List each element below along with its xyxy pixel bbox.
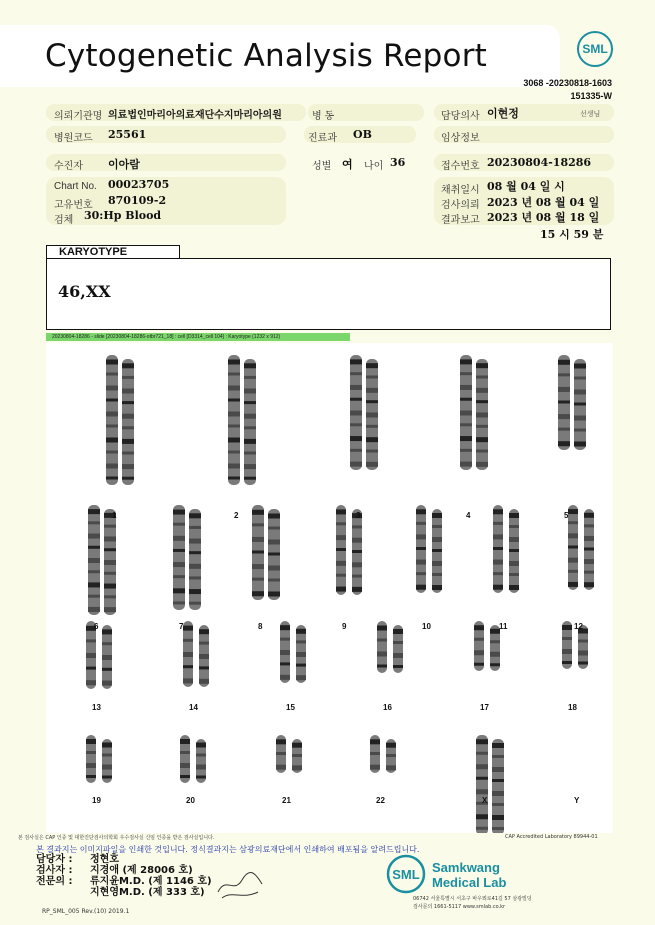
chromosome-label-10: 10	[422, 622, 431, 631]
chromosome-label-16: 16	[383, 703, 392, 712]
unique-value: 870109-2	[108, 194, 167, 207]
ward-label: 병 동	[312, 111, 335, 122]
form-code: RP_SML_005 Rev.(10) 2019.1	[42, 908, 130, 915]
karyogram-image	[46, 343, 613, 833]
staff-value: 정현호	[90, 854, 119, 865]
specialist-2: 지현영M.D. (제 333 호)	[90, 887, 205, 898]
receipt-value: 20230804-18286	[487, 156, 592, 169]
chart-label: Chart No.	[54, 181, 97, 192]
chromosome-pair-3	[350, 355, 378, 470]
report-code-line1: 3068 -20230818-1603	[523, 78, 612, 88]
tester-label: 검사자 :	[36, 865, 73, 876]
age-label: 나이	[364, 161, 384, 172]
chromosome-label-x: X	[482, 796, 488, 805]
receipt-label: 접수번호	[441, 161, 480, 172]
chromosome-label-18: 18	[568, 703, 577, 712]
svg-text:SML: SML	[582, 42, 608, 56]
chromosome-label-5: 5	[564, 511, 569, 520]
specimen-value: 30:Hp Blood	[84, 209, 162, 222]
samkwang-logo-icon	[386, 854, 426, 894]
chromosome-label-21: 21	[282, 796, 291, 805]
chromosome-pair-8	[252, 505, 280, 600]
chromosome-pair-19	[86, 735, 112, 783]
address-line1: 06742 서울특별시 서초구 바우뫼로41길 57 삼광빌딩	[413, 896, 532, 902]
chromosome-pair-17	[474, 621, 500, 671]
chromosome-label-17: 17	[480, 703, 489, 712]
chromosome-label-y: Y	[574, 796, 580, 805]
brand-name	[432, 860, 506, 890]
chromosome-label-7: 7	[179, 622, 184, 631]
chromosome-label-4: 4	[466, 511, 471, 520]
karyotype-tab: KARYOTYPE	[46, 245, 180, 259]
cap-accreditation: CAP Accredited Laboratory 89944-01	[505, 834, 598, 840]
specimen-label: 검체	[54, 215, 74, 226]
tester-value: 지경애 (제 28006 호)	[90, 865, 193, 876]
chromosome-pair-14	[183, 621, 209, 687]
report-value: 2023 년 08 월 18 일	[487, 211, 600, 224]
hospital-code-value: 25561	[108, 128, 147, 141]
karyogram-caption: 20230804-18286 - slide [20230804-18286-otbr721_18] : cell [D3314_cell 104] : Karyotype (1232 x 912)	[46, 333, 350, 341]
chromosome-label-22: 22	[376, 796, 385, 805]
doctor-suffix: 선생님	[580, 111, 601, 118]
chromosome-label-19: 19	[92, 796, 101, 805]
chromosome-pair-12	[568, 505, 594, 590]
address-line2: 검사문의 1661-5117 www.smlab.co.kr	[413, 904, 506, 910]
chromosome-label-12: 12	[574, 622, 583, 631]
institution-label: 의뢰기관명	[54, 111, 103, 122]
chromosome-pair-6	[88, 505, 116, 615]
doctor-value: 이현정	[487, 107, 519, 120]
request-value: 2023 년 08 월 04 일	[487, 196, 600, 209]
report-title: Cytogenetic Analysis Report	[45, 38, 487, 74]
collect-value: 08 월 04 일 시	[487, 180, 565, 193]
chromosome-label-6: 6	[94, 622, 99, 631]
chromosome-label-13: 13	[92, 703, 101, 712]
sex-label: 성별	[312, 161, 332, 172]
chromosome-label-3: 3	[356, 511, 361, 520]
chromosome-pair-4	[460, 355, 488, 470]
chromosome-label-9: 9	[342, 622, 347, 631]
specialist-1: 류지윤M.D. (제 1146 호)	[90, 876, 212, 887]
chromosome-label-2: 2	[234, 511, 239, 520]
brand-line1: Samkwang	[432, 860, 500, 875]
address-block	[413, 895, 532, 911]
patient-value: 이아람	[108, 158, 140, 171]
chromosome-pair-15	[280, 621, 306, 683]
chromosome-label-8: 8	[258, 622, 263, 631]
karyotype-result-box	[46, 258, 611, 330]
patient-label: 수진자	[54, 161, 83, 172]
institution-value: 의료법인마리아의료재단수지마리아의원	[108, 110, 282, 121]
chromosome-pair-13	[86, 621, 112, 689]
signature-image	[212, 866, 268, 902]
chromosome-pair-22	[370, 735, 396, 773]
chromosome-pair-10	[416, 505, 442, 593]
staff-label: 담당자 :	[36, 854, 73, 865]
request-label: 검사의뢰	[441, 200, 480, 211]
svg-text:SML: SML	[392, 867, 420, 882]
chromosome-label-20: 20	[186, 796, 195, 805]
collect-label: 채취일시	[441, 185, 480, 196]
karyotype-result: 46,XX	[58, 282, 111, 301]
age-value: 36	[390, 156, 406, 169]
unique-label: 고유번호	[54, 200, 93, 211]
hospital-code-label: 병원코드	[54, 133, 93, 144]
chromosome-pair-21	[276, 735, 302, 773]
dept-value: OB	[353, 128, 372, 141]
chromosome-label-1: 1	[112, 511, 117, 520]
chromosome-label-14: 14	[189, 703, 198, 712]
karyogram-svg	[46, 343, 613, 833]
brand-line2: Medical Lab	[432, 875, 507, 890]
dept-label: 진료과	[308, 133, 337, 144]
chromosome-pair-7	[173, 505, 201, 610]
chromosome-pair-1	[106, 355, 134, 485]
chromosome-label-11: 11	[499, 622, 508, 631]
chromosome-pair-11	[493, 505, 519, 593]
report-time: 15 시 59 분	[540, 228, 604, 241]
doctor-label: 담당의사	[441, 111, 480, 122]
chromosome-pair-2	[228, 355, 256, 485]
report-label: 결과보고	[441, 215, 480, 226]
report-code	[496, 77, 612, 103]
chart-value: 00023705	[108, 178, 170, 191]
chromosome-pair-16	[377, 621, 403, 673]
chromosome-pair-5	[558, 355, 586, 450]
sex-value: 여	[342, 158, 353, 171]
sml-logo-icon	[576, 30, 614, 68]
accreditation-disclaimer: 본 검사실은 CAP 인증 및 대한진단검사의학회 우수검사실 신임 인증을 받은 검사실입니다.	[18, 835, 215, 841]
report-code-line2: 151335-W	[570, 91, 612, 101]
chromosome-pair-x	[476, 735, 504, 833]
chromosome-pair-20	[180, 735, 206, 783]
specialist-label: 전문의 :	[36, 876, 73, 887]
clinical-label: 임상정보	[441, 133, 480, 144]
chromosome-label-15: 15	[286, 703, 295, 712]
print-note: 본 결과지는 이미지파일을 인쇄한 것입니다. 정식결과지는 삼광의료재단에서 인쇄하여 배포됨을 알려드립니다.	[36, 845, 420, 854]
